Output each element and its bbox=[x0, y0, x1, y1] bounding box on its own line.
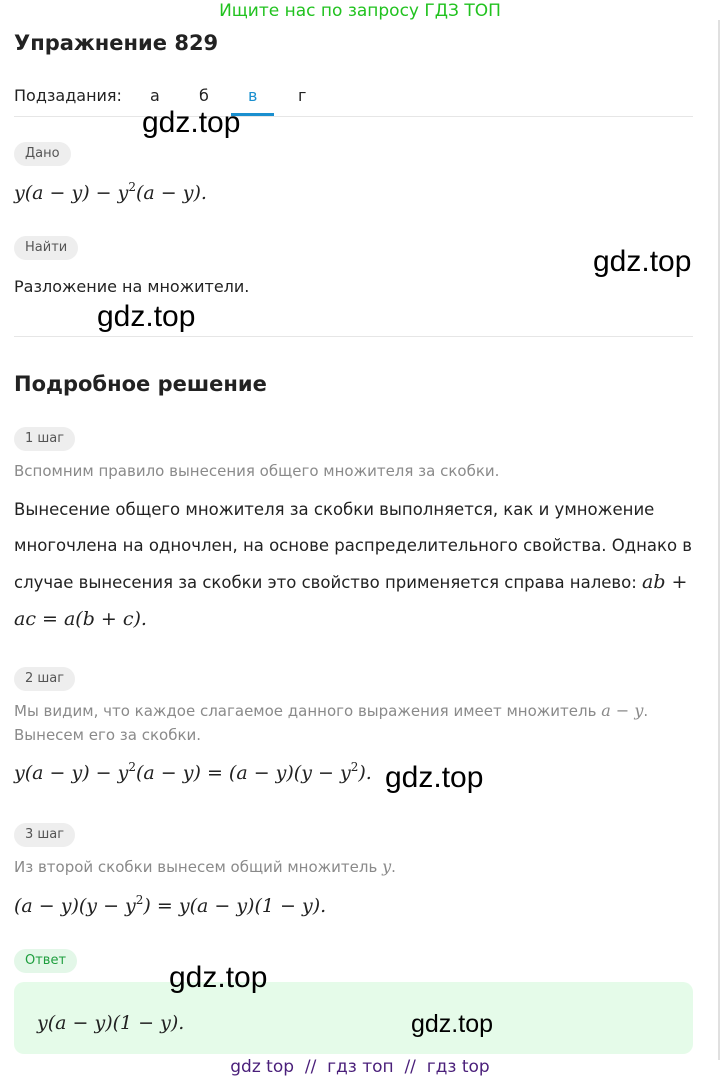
step3-badge: 3 шаг bbox=[14, 823, 75, 847]
page-title: Упражнение 829 bbox=[14, 31, 219, 55]
step2-expression: $y(a - y) - y^2(a - y) = (a - y)(y - y^2)$. bbox=[14, 760, 372, 784]
watermark: gdz.top bbox=[411, 1010, 494, 1038]
subtask-tab-g[interactable]: г bbox=[298, 86, 307, 105]
divider bbox=[14, 336, 693, 337]
step2-hint: Мы видим, что каждое слагаемое данного выражения имеет множитель a − y. Вынесем его за скобки. bbox=[14, 701, 649, 744]
search-promo-banner: Ищите нас по запросу ГДЗ ТОП bbox=[219, 1, 501, 21]
watermark: gdz.top bbox=[142, 106, 241, 139]
answer-badge: Ответ bbox=[14, 949, 77, 973]
step3-expression: $(a - y)(y - y^2) = y(a - y)(1 - y)$. bbox=[14, 893, 327, 917]
given-badge: Дано bbox=[14, 142, 71, 166]
step3-hint: Из второй скобки вынесем общий множитель y. bbox=[14, 857, 396, 876]
subtasks-label: Подзадания: bbox=[14, 86, 122, 105]
solution-title: Подробное решение bbox=[14, 372, 267, 396]
step1-hint: Вспомним правило вынесения общего множителя за скобки. bbox=[14, 462, 500, 480]
footer-links: gdz top // гдз топ // гдз top bbox=[230, 1057, 490, 1077]
watermark: gdz.top bbox=[97, 300, 196, 333]
watermark: gdz.top bbox=[169, 961, 268, 994]
given-expression: $y(a - y) - y^2(a - y)$. bbox=[14, 180, 207, 204]
divider bbox=[14, 116, 693, 117]
watermark: gdz.top bbox=[385, 761, 484, 794]
watermark: gdz.top bbox=[593, 245, 692, 278]
subtask-tab-v[interactable]: в bbox=[248, 86, 258, 105]
step1-explanation: Вынесение общего множителя за скобки выполняется, как и умножение многочлена на одночлен, на основе распределительного свойства. Однако в случае вынесения за скобки это свойство применяется справа налево: ab + ac = a(b + c). bbox=[14, 500, 693, 630]
step1-badge: 1 шаг bbox=[14, 427, 75, 451]
step2-badge: 2 шаг bbox=[14, 667, 75, 691]
subtask-tab-b[interactable]: б bbox=[199, 86, 209, 105]
find-badge: Найти bbox=[14, 236, 78, 260]
subtask-tab-a[interactable]: а bbox=[150, 86, 160, 105]
find-text: Разложение на множители. bbox=[14, 277, 250, 296]
answer-expression: y(a − y)(1 − y). bbox=[37, 1012, 185, 1034]
distributive-formula: ab + ac = a(b + c). bbox=[14, 571, 688, 630]
